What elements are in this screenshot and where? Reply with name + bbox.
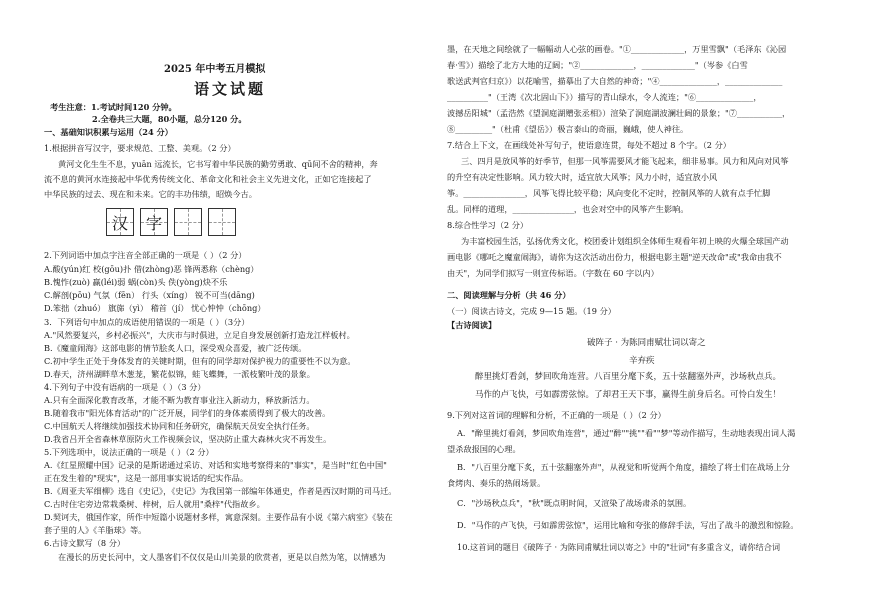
passage-line: 为丰富校园生活，弘扬优秀文化，校团委计划组织全体师生观看年初上映的火爆全球国产动: [461, 236, 789, 246]
poem-title: 破阵子 · 为陈同甫赋壮词以寄之: [587, 338, 706, 348]
grid-cell[interactable]: [208, 208, 236, 236]
option-line: D.我省吕开全省森林草原防火工作视频会议，坚决防止重大森林火灾不再发生。: [44, 434, 332, 444]
grid-cell[interactable]: 汉: [106, 208, 134, 236]
option-line: 望杀敌报国的心理。: [447, 444, 521, 454]
section-heading: 一、基础知识积累与运用（24 分）: [44, 127, 173, 137]
subsection-heading: 【古诗阅读】: [447, 320, 497, 330]
handwriting-grid: [106, 208, 242, 236]
passage-line: ⑧_________"（杜甫《望岳》）极言泰山的奇丽，巍峨，使人神往。: [447, 124, 689, 134]
question-line: 9.下列对这首词的理解和分析，不正确的一项是（ ）（2 分）: [447, 410, 666, 420]
passage-line: 流不息的黄河水连接起中华优秀传统文化、革命文化和社会主义先进文化，正如它连接起了: [44, 174, 372, 184]
option-line: A.酸(yún)红 校(gōu)扑 借(zhòng)恶 锋两悉称（chèng）: [44, 264, 259, 274]
passage-line: 歌送武判官归京》）以花喻雪，描摹出了大自然的神奇；"④______________，______________: [447, 76, 783, 86]
option-line: D．"马作的卢飞快，弓如霹雳弦惊"，运用比喻和夸张的修辞手法，写出了战斗的激烈和惊险。: [457, 520, 799, 530]
passage-line: 中华民族的过去、现在和未来。它的丰功伟绩，昭焕今古。: [44, 189, 257, 199]
question-line: 4.下列句子中没有语病的一项是（ ）（3 分）: [44, 382, 206, 392]
passage-line: 在漫长的历史长河中，文人墨客们不仅仅是山川美景的欣赏者，更是以自然为笔，以情感为: [58, 552, 386, 562]
option-line: A.只有全面深化教育改革，才能不断为教育事业注入新动力，释放新活力。: [44, 395, 315, 405]
question-line: 2.下列词语中加点字注音全部正确的一项是（ ）（2 分）: [44, 250, 247, 260]
passage-line: __________"（王湾《次北固山下》）描写的青山绿水，令人流连；"⑥______________，: [447, 92, 762, 102]
exam-year-title: 2025 年中考五月模拟: [164, 64, 266, 75]
passage-line: 波撼岳阳城"（孟浩然《望洞庭湖赠张丞相》）渲染了洞庭湖波澜壮阔的景象；"⑦___________，: [447, 108, 791, 118]
grid-cell[interactable]: [174, 208, 202, 236]
passage-line: 三、四月是放风筝的好季节，但那一风筝需要风才能飞起来，细非易事。风力和风向对风筝: [461, 156, 789, 166]
option-line: A.《红星照耀中国》记录的是斯诺通过采访、对话和实地考察得来的"事实"，是当时"红色中国": [44, 460, 387, 470]
option-line: C．"沙场秋点兵"，"秋"既点明时间，又渲染了战场肃杀的氛围。: [457, 498, 692, 508]
option-line: C.初中学生正处于身体发育的关键时期，但有的同学却对保护视力的重要性不以为意。: [44, 356, 356, 366]
question-line: 1.根据拼音写汉字，要求规范、工整、美观。（2 分）: [44, 143, 236, 153]
option-line: C.解剖(pōu) 气氛（fēn） 行头（xíng） 锐不可当(dāng): [44, 290, 255, 300]
poem-line: 马作的卢飞快，弓如霹雳弦惊。了却君王天下事，赢得生前身后名。可怜白发生！: [475, 390, 782, 400]
question-line: 5.下列选项中，说法正确的一项是（ ）（2 分）: [44, 447, 214, 457]
passage-line: 由天"，为同学们拟写一则宣传标语。（字数在 60 字以内）: [447, 268, 659, 278]
passage-line: 黄河文化生生不息，yuān 远流长，它书写着中华民族的勤劳勇敢、qū间不舍的精神，奔: [58, 159, 378, 169]
question-line: 10.这首词的题目《破阵子 · 为陈同甫赋壮词以寄之》中的"壮词"有多重含义，请你结合词: [457, 542, 781, 552]
exam-main-title: 语文试题: [194, 80, 267, 98]
passage-line: 春·雪》）描绘了北方大地的辽阔；"②_____________，_____________"（岑参《白雪: [447, 60, 748, 70]
option-line: D.契诃夫，俄国作家，所作中短篇小说题材多样，寓意深刻。主要作品有小说《第六病室》《装在: [44, 512, 393, 522]
section-heading: 二、阅读理解与分析（共 46 分）: [447, 290, 571, 300]
option-line: B.《周亚夫军细柳》选自《史记》，《史记》为我国第一部编年体通史，作者是西汉时期的司马迁。: [44, 486, 397, 496]
option-line: B.愧怍(zuò) 赢(léi)弱 蜗(còn)头 佚(yòng)炔不乐: [44, 277, 228, 287]
question-line: （一）阅读古诗文，完成 9—15 题。（19 分）: [447, 306, 616, 316]
option-line: 食烤肉、奏乐的热闹场景。: [447, 478, 546, 488]
question-line: 8.综合性学习（2 分）: [447, 220, 529, 230]
question-line: 6.古诗文默写（8 分）: [44, 538, 126, 548]
option-line: A."风然要复兴，乡村必振兴"，大庆市与时俱进，立足自身发展创新打造龙江样板村。: [44, 330, 355, 340]
exam-note: 考生注意：1.考试时间120 分钟。: [50, 102, 177, 112]
option-line: D.笨拙（zhuó） 旗旆（yì） 稽首（jí） 忧心忡忡（chōng）: [44, 303, 266, 313]
question-line: 3．下列语句中加点的成语使用错误的一项是（ ）（3分）: [44, 317, 250, 327]
passage-line: 墨，在天地之间绘就了一幅幅动人心弦的画卷。"①_____________，万里雪飘"（毛泽东《沁园: [447, 44, 787, 54]
option-line: B.《魔童闹海》这部电影的情节脍炙人口，深受观众喜爱，被广泛传颂。: [44, 343, 307, 353]
option-line: A．"醉里挑灯看剑，梦回吹角连营"，通过"醉""挑""看""梦"等动作描写，生动地表现出词人渴: [457, 428, 796, 438]
option-line: 正在发生着的"现实"，这是一部用事实说话的纪实作品。: [44, 473, 249, 483]
passage-line: 乱。同样的道理，_______________，也会对空中的风筝产生影响。: [447, 204, 689, 214]
passage-line: 画电影《哪吒之魔童闹海》，请你为这次活动出份力，根据电影主题"逆天改命"或"我命由我不: [447, 252, 782, 262]
passage-line: 筝。_______________，风筝飞得比较平稳；风向变化不定时，控制风筝的人就有点手忙脚: [447, 188, 771, 198]
grid-cell[interactable]: 字: [140, 208, 168, 236]
option-line: B．"八百里分麾下炙，五十弦翻塞外声"，从视觉和听觉两个角度，描绘了将士们在战场上分: [457, 462, 790, 472]
option-line: C.古时住宅旁边常栽桑树、梓树，后人就用"桑梓"代指故乡。: [44, 499, 265, 509]
option-line: 套子里的人》《羊脂球》等。: [44, 525, 147, 535]
option-line: C.中国航天人将继续加强技术协同和任务研究，确保航天员安全执行任务。: [44, 421, 315, 431]
option-line: B.随着我市"阳光体育活动"的广泛开展，同学们的身体素质得到了极大的改善。: [44, 408, 331, 418]
option-line: D.春天，济州湖畔草木葱茏，繁花似锦，蛙飞蝶舞，一派枝繁叶茂的景象。: [44, 369, 315, 379]
passage-line: 的升空有决定性影响。风力较大时，适宜放大风筝；风力小时，适宜放小风: [447, 172, 718, 182]
question-line: 7.结合上下文，在画线处补写句子，使语意连贯，每处不超过 8 个字。（2 分）: [447, 140, 731, 150]
poem-author: 辛弃疾: [629, 356, 655, 366]
poem-line: 醉里挑灯看剑，梦回吹角连营。八百里分麾下炙，五十弦翻塞外声，沙场秋点兵。: [475, 372, 782, 382]
exam-note: 2.全卷共三大题，80小题，总分120 分。: [92, 114, 247, 124]
